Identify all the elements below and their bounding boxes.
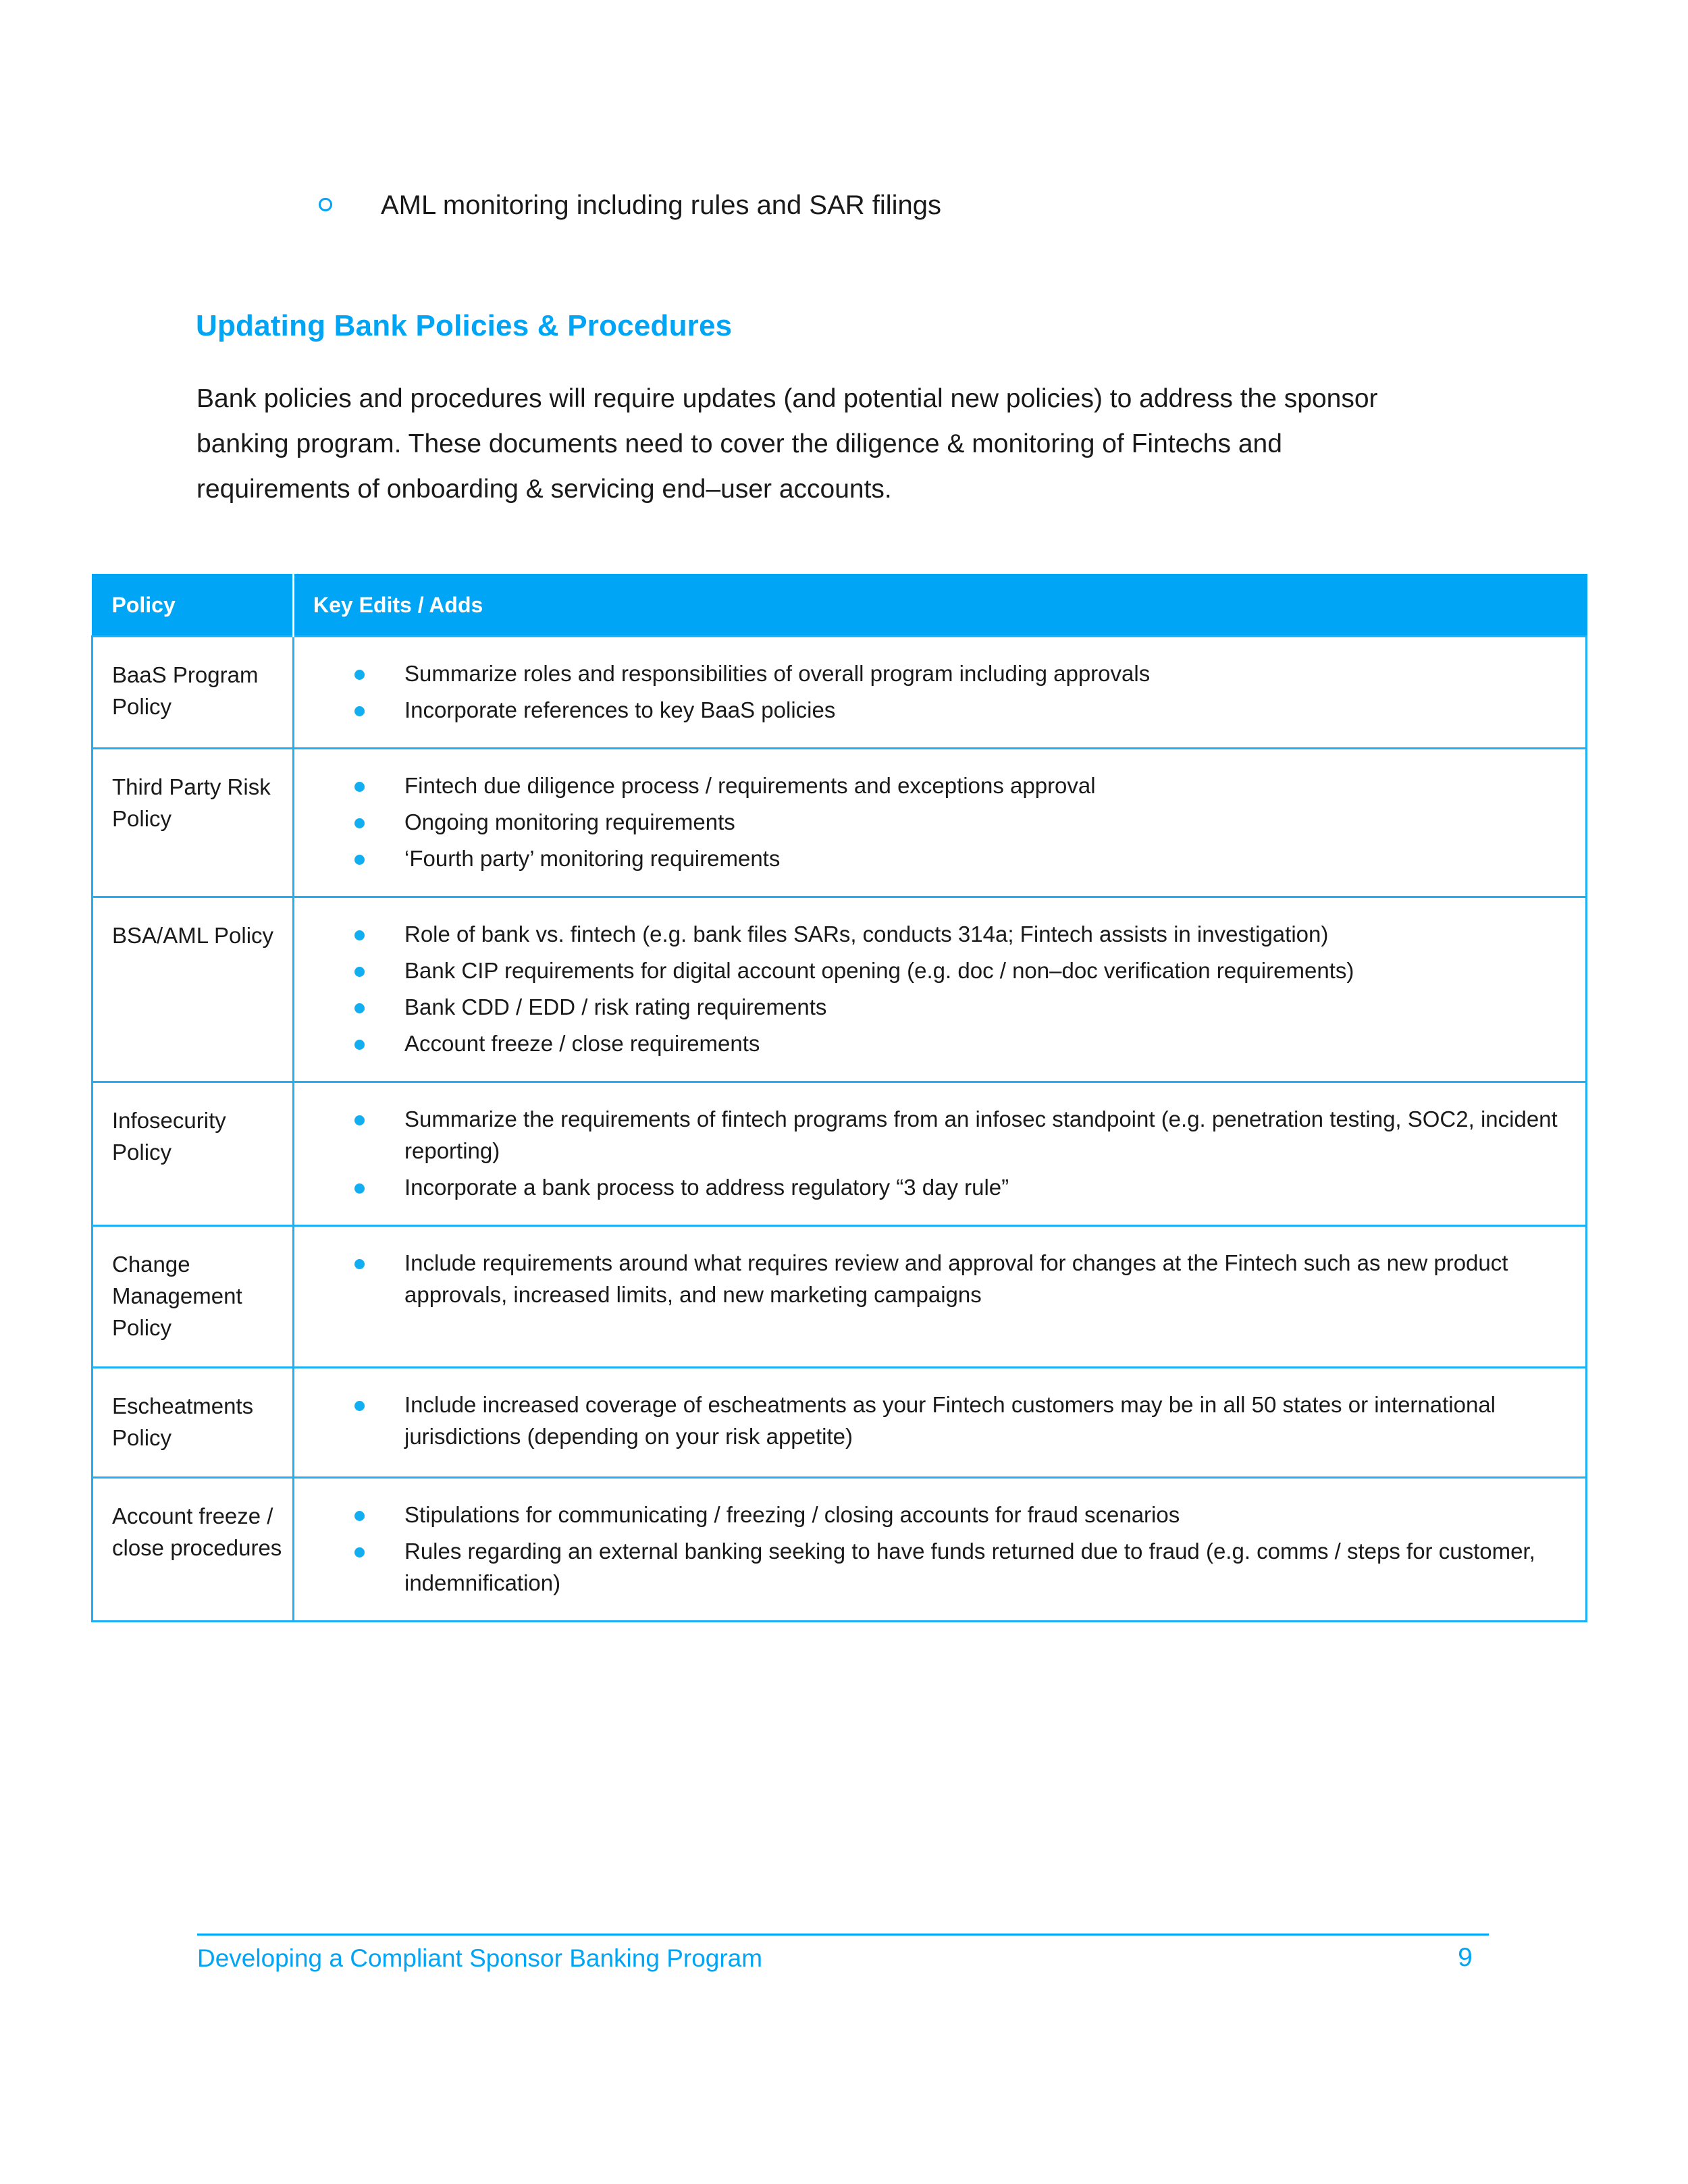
key-edits-cell: [294, 1082, 1587, 1226]
edit-list-item: [294, 843, 1565, 874]
bullet-dot-icon: [354, 1259, 365, 1269]
table-row: [93, 637, 1587, 749]
bullet-dot-icon: [354, 706, 365, 716]
bullet-dot-icon: [354, 855, 365, 865]
table-row: [93, 1082, 1587, 1226]
bullet-dot-icon: [354, 930, 365, 940]
bullet-dot-icon: [354, 1183, 365, 1194]
policy-name-cell: Infosecurity Policy: [93, 1082, 294, 1226]
edit-item-text: Incorporate a bank process to address regulatory “3 day rule”: [404, 1175, 1009, 1200]
edit-list-item: [294, 1499, 1565, 1530]
key-edits-cell: [294, 749, 1587, 897]
table-header: [93, 575, 1587, 637]
edit-item-text: Include increased coverage of escheatments as your Fintech customers may be in all 50 states or international jurisdictions (depending on your risk appetite): [404, 1392, 1496, 1449]
table-body: [93, 637, 1587, 1622]
bullet-dot-icon: [354, 1511, 365, 1521]
table-header-row: [93, 575, 1587, 637]
footer-title: Developing a Compliant Sponsor Banking Program: [197, 1944, 763, 1972]
edit-item-text: Bank CDD / EDD / risk rating requirements: [404, 994, 827, 1019]
table-row: [93, 1368, 1587, 1478]
edit-list-item: [294, 1028, 1565, 1059]
bullet-dot-icon: [354, 967, 365, 977]
edit-list-item: [294, 1103, 1565, 1167]
edit-list-item: [294, 1535, 1565, 1599]
key-edits-cell: [294, 897, 1587, 1082]
edit-item-text: Summarize roles and responsibilities of overall program including approvals: [404, 661, 1151, 686]
edit-item-text: ‘Fourth party’ monitoring requirements: [404, 846, 781, 871]
policy-name-cell: BaaS Program Policy: [93, 637, 294, 749]
bullet-dot-icon: [354, 818, 365, 828]
table-row: [93, 1226, 1587, 1368]
table-row: [93, 749, 1587, 897]
bullet-dot-icon: [354, 1401, 365, 1411]
edit-item-text: Rules regarding an external banking seeking to have funds returned due to fraud (e.g. comms / steps for customer, indemnification): [404, 1539, 1535, 1595]
edit-list-item: [294, 1171, 1565, 1203]
edits-list: [294, 918, 1565, 1059]
edit-item-text: Stipulations for communicating / freezing / closing accounts for fraud scenarios: [404, 1502, 1180, 1527]
table-row: [93, 897, 1587, 1082]
edit-list-item: [294, 770, 1565, 801]
table-row: [93, 1478, 1587, 1622]
edit-list-item: [294, 1389, 1565, 1452]
edit-list-item: [294, 694, 1565, 726]
hollow-circle-bullet-icon: [319, 198, 332, 211]
footer-page-number: 9: [1458, 1943, 1473, 1972]
section-paragraph: Bank policies and procedures will require updates (and potential new policies) to address the sponsor banking program. These documents need to cover the diligence & monitoring of Fintechs and requirements of onboarding & servicing end–user accounts.: [196, 384, 1378, 504]
edit-list-item: [294, 658, 1565, 689]
edit-list-item: [294, 918, 1565, 950]
edits-list: [294, 770, 1565, 874]
column-header-key-edits-adds: Key Edits / Adds: [294, 575, 1587, 637]
edits-list: [294, 1247, 1565, 1310]
policy-name-cell: Change Management Policy: [93, 1226, 294, 1368]
edit-item-text: Fintech due diligence process / requirements and exceptions approval: [404, 773, 1096, 798]
edits-list: [294, 1499, 1565, 1599]
edit-item-text: Account freeze / close requirements: [404, 1031, 760, 1056]
edit-list-item: [294, 806, 1565, 838]
column-header-policy: Policy: [93, 575, 294, 637]
edits-list: [294, 1103, 1565, 1203]
edit-item-text: Ongoing monitoring requirements: [404, 809, 735, 834]
top-bullet-text: AML monitoring including rules and SAR filings: [381, 190, 942, 220]
section-heading: Updating Bank Policies & Procedures: [196, 309, 733, 342]
bullet-dot-icon: [354, 1040, 365, 1050]
policy-name-cell: Account freeze / close procedures: [93, 1478, 294, 1622]
policy-name-cell: Third Party Risk Policy: [93, 749, 294, 897]
edit-list-item: [294, 1247, 1565, 1310]
bullet-dot-icon: [354, 1547, 365, 1557]
edits-list: [294, 1389, 1565, 1452]
key-edits-cell: [294, 1478, 1587, 1622]
edit-list-item: [294, 991, 1565, 1023]
edit-item-text: Include requirements around what requires review and approval for changes at the Fintech such as new product approvals, increased limits, and new marketing campaigns: [404, 1250, 1508, 1307]
top-bullet-item: [319, 186, 941, 224]
policy-edits-table: [91, 574, 1587, 1622]
policy-name-cell: Escheatments Policy: [93, 1368, 294, 1478]
edit-item-text: Summarize the requirements of fintech programs from an infosec standpoint (e.g. penetration testing, SOC2, incident reporting): [404, 1107, 1558, 1163]
footer-divider: [197, 1934, 1489, 1936]
key-edits-cell: [294, 637, 1587, 749]
key-edits-cell: [294, 1226, 1587, 1368]
edits-list: [294, 658, 1565, 726]
edit-item-text: Role of bank vs. fintech (e.g. bank files SARs, conducts 314a; Fintech assists in investigation): [404, 922, 1329, 947]
edit-list-item: [294, 955, 1565, 986]
edit-item-text: Bank CIP requirements for digital account opening (e.g. doc / non–doc verification requirements): [404, 958, 1354, 983]
bullet-dot-icon: [354, 1115, 365, 1125]
edit-item-text: Incorporate references to key BaaS policies: [404, 697, 836, 722]
key-edits-cell: [294, 1368, 1587, 1478]
bullet-dot-icon: [354, 782, 365, 792]
bullet-dot-icon: [354, 1003, 365, 1013]
policy-name-cell: BSA/AML Policy: [93, 897, 294, 1082]
bullet-dot-icon: [354, 670, 365, 680]
